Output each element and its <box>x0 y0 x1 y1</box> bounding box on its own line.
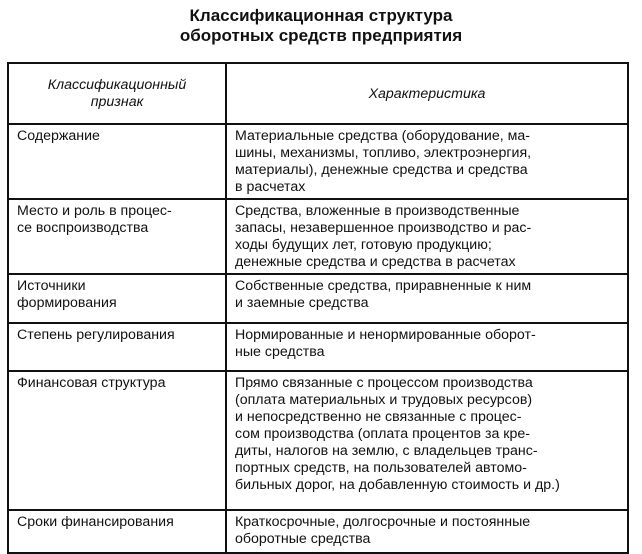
description-cell: Средства, вложенные в производственные запасы, незавершенное производство и рас- ходы будущих лет, готовую продукцию; денежные средства и средства в расчетах <box>226 199 628 274</box>
table-row <box>8 124 628 199</box>
table-row <box>8 371 628 510</box>
header-description: Характеристика <box>226 63 628 124</box>
description-cell: Собственные средства, приравненные к ним и заемные средства <box>226 274 628 323</box>
table-row <box>8 274 628 323</box>
classification-table <box>7 62 629 554</box>
feature-cell: Источники формирования <box>8 274 226 323</box>
description-cell: Материальные средства (оборудование, ма- шины, механизмы, топливо, электроэнергия, материалы), денежные средства и средства в расчетах <box>226 124 628 199</box>
feature-cell: Содержание <box>8 124 226 199</box>
description-cell: Нормированные и ненормированные оборот- ные средства <box>226 323 628 371</box>
page-title: Классификационная структура оборотных средств предприятия <box>179 6 463 45</box>
table-row <box>8 199 628 274</box>
table-row <box>8 510 628 553</box>
feature-cell: Степень регулирования <box>8 323 226 371</box>
feature-cell: Финансовая структура <box>8 371 226 510</box>
description-cell: Краткосрочные, долгосрочные и постоянные оборотные средства <box>226 510 628 553</box>
header-feature: Классификационный признак <box>8 63 226 124</box>
table-header-row <box>8 63 628 124</box>
feature-cell: Сроки финансирования <box>8 510 226 553</box>
table-row <box>8 323 628 371</box>
feature-cell: Место и роль в процес- се воспроизводства <box>8 199 226 274</box>
description-cell: Прямо связанные с процессом производства (оплата материальных и трудовых ресурсов) и непосредственно не связанные с процес- сом производства (оплата процентов за кре- диты, налогов на землю, с владельцев транс- портных средств, на пользователей автомо- бильных дорог, на добавленную стоимость и др.) <box>226 371 628 510</box>
